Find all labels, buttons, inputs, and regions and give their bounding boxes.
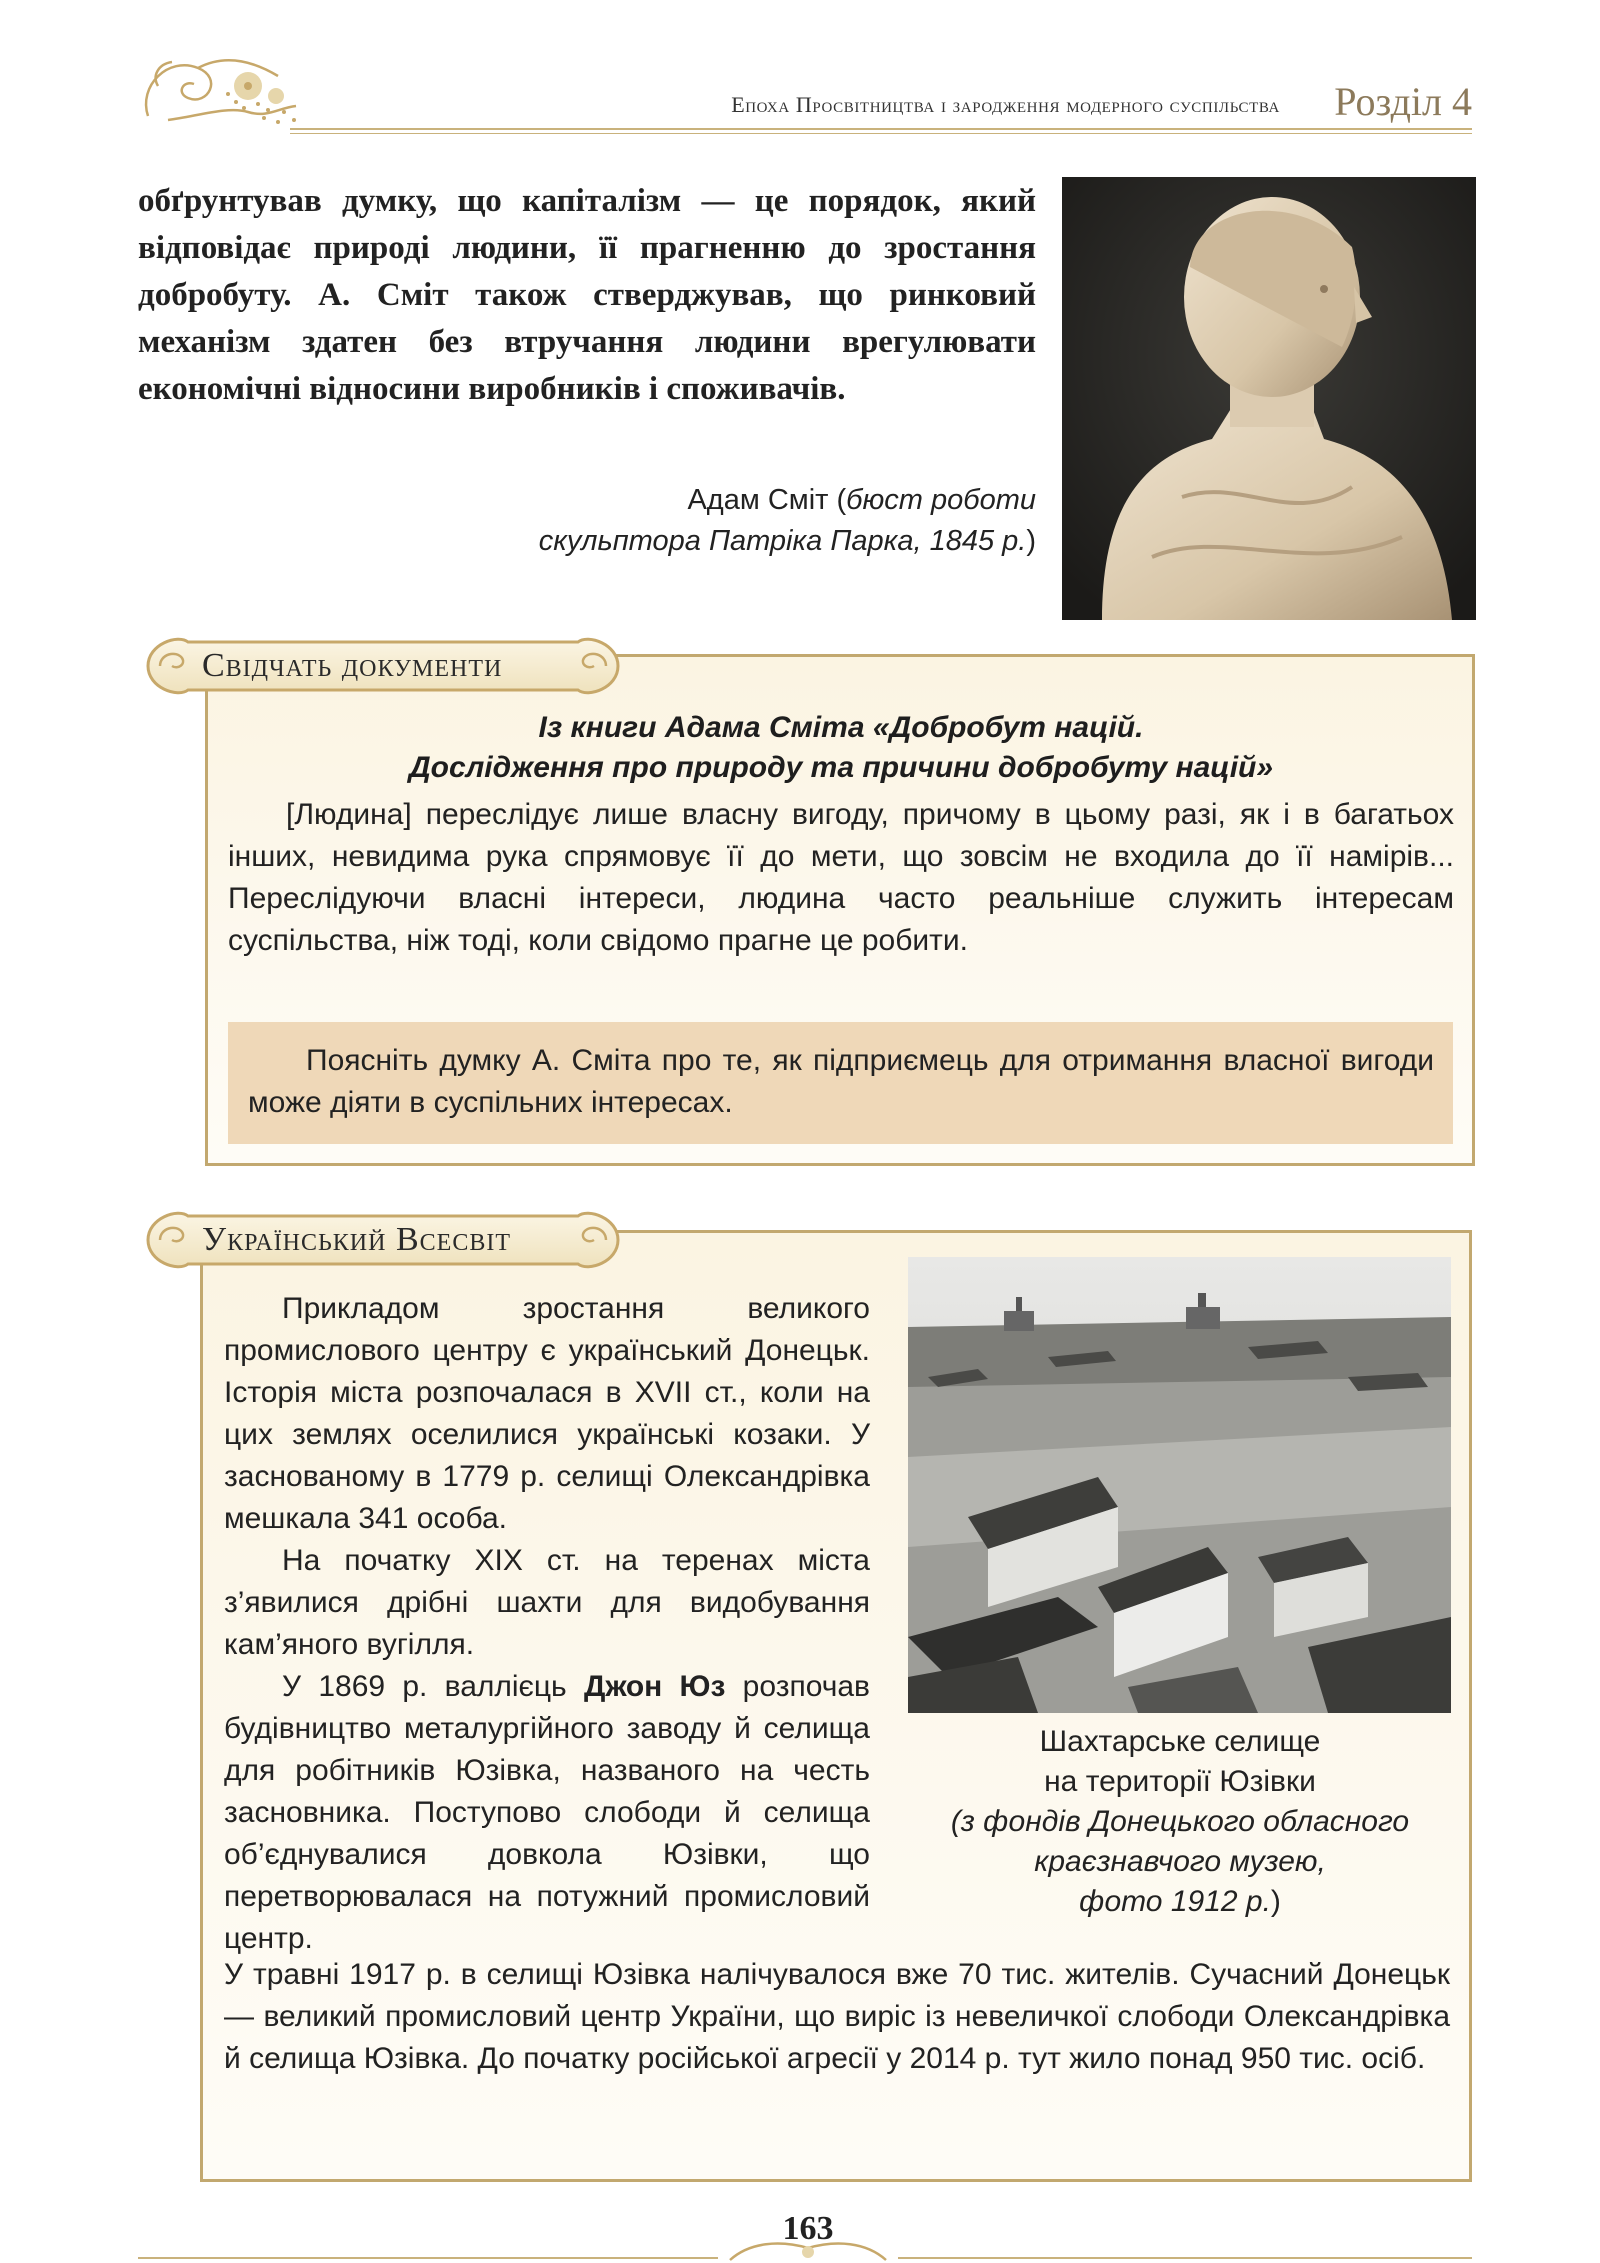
- ukraine-paragraph-3-rest: розпочав будівництво металургійного заводу й селища для робітників Юзівка, названого на честь засновника. Поступово слободи й селища об’єднувалися довкола Юзівки, що перетворювалася на потужний промисловий центр.: [224, 1670, 870, 1955]
- header-ornament: [128, 46, 308, 134]
- footer-rule-right: [898, 2257, 1472, 2259]
- documents-ribbon-label: Свідчать документи: [202, 647, 503, 684]
- running-title: Епоха Просвітництва і зародження модерного суспільства: [731, 92, 1280, 117]
- document-title: [210, 708, 1472, 788]
- header-rule: [290, 128, 1472, 130]
- footer-rule-left: [138, 2257, 718, 2259]
- ukraine-paragraph-3: [224, 1666, 870, 1960]
- bust-caption-italic-1: бюст роботи: [846, 484, 1036, 516]
- adam-smith-bust-photo: [1062, 177, 1476, 620]
- bust-caption: [420, 480, 1036, 562]
- header-rule-thin: [290, 133, 1472, 134]
- document-quote-text: [Людина] переслідує лише власну вигоду, причому в цьому разі, як і в багатьох інших, невидима рука спрямовує її до мети, що зовсім не входила до її намірів... Переслідуючи власні інтереси, людина часто реальніше служить інтересам суспільства, ніж тоді, коли свідомо прагне це робити.: [228, 798, 1454, 957]
- ukraine-text-full-width: [224, 1954, 1450, 2080]
- photo-caption-line-2: на території Юзівки: [1044, 1765, 1316, 1798]
- document-quote: [228, 794, 1454, 962]
- documents-ribbon: [138, 626, 628, 706]
- document-title-line-2: Дослідження про природу та причини добробуту націй»: [408, 751, 1274, 784]
- ukraine-ribbon: [138, 1200, 628, 1280]
- ukraine-text-column: [224, 1288, 870, 1960]
- bust-caption-plain: Адам Сміт (: [687, 484, 847, 516]
- page-number: 163: [782, 2210, 834, 2247]
- photo-caption-close: ): [1270, 1885, 1281, 1918]
- section-label: Розділ 4: [1334, 79, 1472, 124]
- photo-caption-line-4: краєзнавчого музею,: [1034, 1845, 1326, 1878]
- task-question: [248, 1040, 1434, 1124]
- photo-caption-line-3: (з фондів Донецького обласного: [950, 1805, 1410, 1838]
- bust-caption-italic-2: скульптора Патріка Парка, 1845 р.: [538, 525, 1027, 557]
- ukraine-paragraph-3-continued: У травні 1917 р. в селищі Юзівка налічувалося вже 70 тис. жителів. Сучасний Донецьк — великий промисловий центр України, що виріс із невеличкої слободи Олександрівка й селища Юзівка. До початку російської агресії у 2014 р. тут жило понад 950 тис. осіб.: [224, 1958, 1450, 2075]
- yuzivka-mining-settlement-photo: [908, 1257, 1451, 1713]
- photo-caption-line-5: [900, 1882, 1460, 1922]
- ukraine-paragraph-3-start: У 1869 р. валлієць: [282, 1670, 584, 1703]
- document-title-line-1: Із книги Адама Сміта «Добробут націй.: [538, 711, 1144, 744]
- photo-caption: [900, 1722, 1460, 1922]
- photo-caption-date: фото 1912 р.: [1079, 1885, 1271, 1918]
- photo-caption-line-1: Шахтарське селище: [1039, 1725, 1321, 1758]
- intro-paragraph: обґрунтував думку, що капіталізм — це порядок, який відповідає природі людини, її прагненню до зростання добробуту. А. Сміт також стверджував, що ринковий механізм здатен без втручання людини врегулювати економічні відносини виробників і споживачів.: [138, 183, 1036, 407]
- john-hughes-name: Джон Юз: [583, 1670, 726, 1703]
- bust-caption-close: ): [1026, 525, 1036, 557]
- ukraine-paragraph-2: На початку XIX ст. на теренах міста з’явилися дрібні шахти для видобування кам’яного вугілля.: [224, 1544, 870, 1661]
- task-question-text: Поясніть думку А. Сміта про те, як підприємець для отримання власної вигоди може діяти в суспільних інтересах.: [248, 1044, 1434, 1119]
- ukraine-ribbon-label: Український Всесвіт: [202, 1221, 511, 1258]
- ukraine-paragraph-1: Прикладом зростання великого промислового центру є український Донецьк. Історія міста розпочалася в XVII ст., коли на цих землях оселилися українські козаки. У заснованому в 1779 р. селищі Олександрівка мешкала 341 особа.: [224, 1292, 870, 1535]
